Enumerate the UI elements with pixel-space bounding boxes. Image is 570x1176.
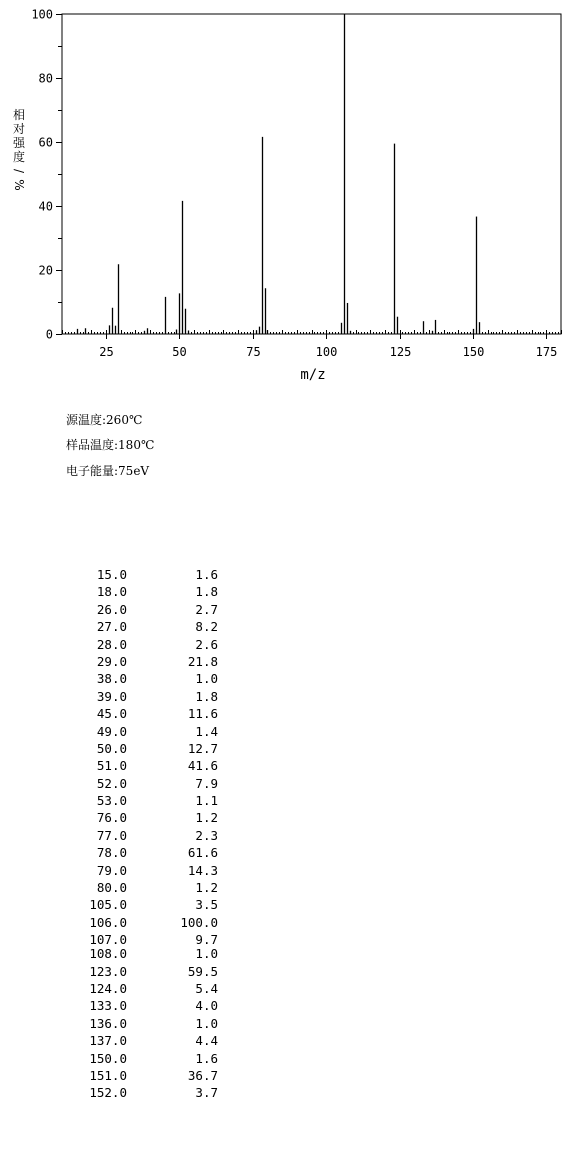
peak-mz: 52.0 [96, 775, 127, 791]
peak-row [68, 723, 228, 740]
peak-mz: 53.0 [96, 793, 127, 809]
mass-spectrum-chart [0, 0, 570, 390]
peak-intensity: 1.0 [195, 946, 218, 962]
peak-row [68, 688, 228, 705]
y-axis-label-char: % [12, 179, 26, 191]
peak-mz: 28.0 [96, 636, 127, 652]
peak-row [68, 792, 228, 809]
peak-row [68, 1015, 228, 1032]
peak-intensity: 5.4 [195, 980, 218, 996]
peak-row [68, 945, 228, 962]
peak-row [68, 1067, 228, 1084]
peak-mz: 49.0 [96, 723, 127, 739]
x-tick-label: 150 [462, 345, 485, 359]
peak-mz: 15.0 [96, 567, 127, 582]
peak-mz: 77.0 [96, 827, 127, 843]
peak-row [68, 963, 228, 980]
peak-intensity: 61.6 [187, 845, 218, 861]
peak-mz: 29.0 [96, 653, 127, 669]
peak-mz: 105.0 [89, 897, 127, 913]
peak-row [68, 1050, 228, 1067]
peak-mz: 18.0 [96, 584, 127, 600]
peak-mz: 51.0 [96, 758, 127, 774]
peak-mz: 79.0 [96, 862, 127, 878]
peak-mz: 45.0 [96, 706, 127, 722]
peak-mz: 152.0 [89, 1085, 127, 1101]
peak-row [68, 618, 228, 635]
chart-axes [62, 14, 561, 334]
y-axis-label-char: / [12, 168, 26, 174]
peak-row [68, 775, 228, 792]
peak-intensity: 12.7 [187, 740, 218, 756]
peak-intensity: 100.0 [180, 914, 218, 930]
peak-intensity: 21.8 [187, 653, 218, 669]
y-tick-label: 100 [31, 7, 53, 22]
sample-temperature: 样品温度:180℃ [66, 438, 155, 452]
x-minor-ticks [63, 330, 562, 334]
x-tick-label: 75 [246, 345, 261, 359]
peak-intensity: 59.5 [187, 963, 218, 979]
peak-intensity: 1.6 [195, 567, 218, 582]
y-tick-label: 20 [38, 263, 53, 278]
peak-intensity: 36.7 [187, 1067, 218, 1083]
y-axis-label [10, 108, 28, 192]
x-tick-label: 125 [389, 345, 412, 359]
electron-energy: 电子能量:75eV [66, 464, 150, 478]
peak-intensity: 1.8 [195, 584, 218, 600]
peak-mz: 133.0 [89, 998, 127, 1014]
peak-list-table [68, 566, 228, 1102]
peak-row [68, 757, 228, 774]
peak-mz: 80.0 [96, 880, 127, 896]
peak-row [68, 827, 228, 844]
x-axis-ticks [99, 334, 557, 359]
x-tick-label: 50 [172, 345, 187, 359]
x-tick-label: 100 [315, 345, 338, 359]
peak-row [68, 636, 228, 653]
peak-intensity: 11.6 [187, 706, 218, 722]
peak-row [68, 809, 228, 826]
y-axis-ticks [31, 8, 62, 342]
peak-row [68, 980, 228, 997]
peak-row [68, 931, 228, 948]
peak-row [68, 879, 228, 896]
peak-mz: 38.0 [96, 671, 127, 687]
peak-intensity: 2.3 [195, 827, 218, 843]
peak-row [68, 914, 228, 931]
peak-mz: 108.0 [89, 946, 127, 962]
peak-mz: 106.0 [89, 914, 127, 930]
y-axis-label-char: 度 [12, 150, 25, 164]
peak-intensity: 4.0 [195, 998, 218, 1014]
source-temperature: 源温度:260℃ [66, 413, 143, 427]
peak-intensity: 3.5 [195, 897, 218, 913]
peak-intensity: 8.2 [195, 619, 218, 635]
peak-row [68, 1084, 228, 1101]
peak-intensity: 1.0 [195, 1015, 218, 1031]
peak-intensity: 1.8 [195, 688, 218, 704]
peak-mz: 150.0 [89, 1050, 127, 1066]
y-axis-label-char: 对 [12, 122, 25, 136]
peak-intensity: 1.6 [195, 1050, 218, 1066]
peak-intensity: 1.2 [195, 810, 218, 826]
peak-mz: 151.0 [89, 1067, 127, 1083]
y-tick-label: 0 [45, 327, 53, 342]
peak-mz: 76.0 [96, 810, 127, 826]
peak-intensity: 9.7 [195, 932, 218, 948]
x-axis-label: m/z [300, 367, 326, 383]
peak-intensity: 7.9 [195, 775, 218, 791]
spectrum-peaks [78, 14, 480, 334]
peak-row [68, 670, 228, 687]
peak-intensity: 1.2 [195, 880, 218, 896]
peak-mz: 27.0 [96, 619, 127, 635]
peak-mz: 26.0 [96, 601, 127, 617]
y-tick-label: 60 [38, 135, 53, 150]
peak-row [68, 601, 228, 618]
peak-row [68, 896, 228, 913]
peak-mz: 123.0 [89, 963, 127, 979]
peak-intensity: 3.7 [195, 1085, 218, 1101]
peak-row [68, 583, 228, 600]
peak-mz: 50.0 [96, 740, 127, 756]
peak-mz: 124.0 [89, 980, 127, 996]
peak-row [68, 705, 228, 722]
peak-row [68, 997, 228, 1014]
y-axis-label-char: 相 [12, 108, 25, 122]
peak-intensity: 41.6 [187, 758, 218, 774]
peak-row [68, 862, 228, 879]
peak-mz: 39.0 [96, 688, 127, 704]
peak-intensity: 1.4 [195, 723, 218, 739]
peak-intensity: 14.3 [187, 862, 218, 878]
peak-intensity: 1.1 [195, 793, 218, 809]
peak-mz: 137.0 [89, 1033, 127, 1049]
peak-row [68, 1032, 228, 1049]
peak-row [68, 740, 228, 757]
peak-mz: 107.0 [89, 932, 127, 948]
peak-intensity: 4.4 [195, 1033, 218, 1049]
peak-row [68, 653, 228, 670]
x-tick-label: 175 [535, 345, 558, 359]
peak-intensity: 2.6 [195, 636, 218, 652]
peak-row [68, 566, 228, 583]
plot-frame [62, 14, 561, 334]
peak-mz: 78.0 [96, 845, 127, 861]
peak-intensity: 1.0 [195, 671, 218, 687]
x-tick-label: 25 [99, 345, 114, 359]
y-tick-label: 40 [38, 199, 53, 214]
y-tick-label: 80 [38, 71, 53, 86]
y-axis-label-char: 强 [12, 136, 25, 150]
peak-mz: 136.0 [89, 1015, 127, 1031]
peak-intensity: 2.7 [195, 601, 218, 617]
peak-row [68, 844, 228, 861]
